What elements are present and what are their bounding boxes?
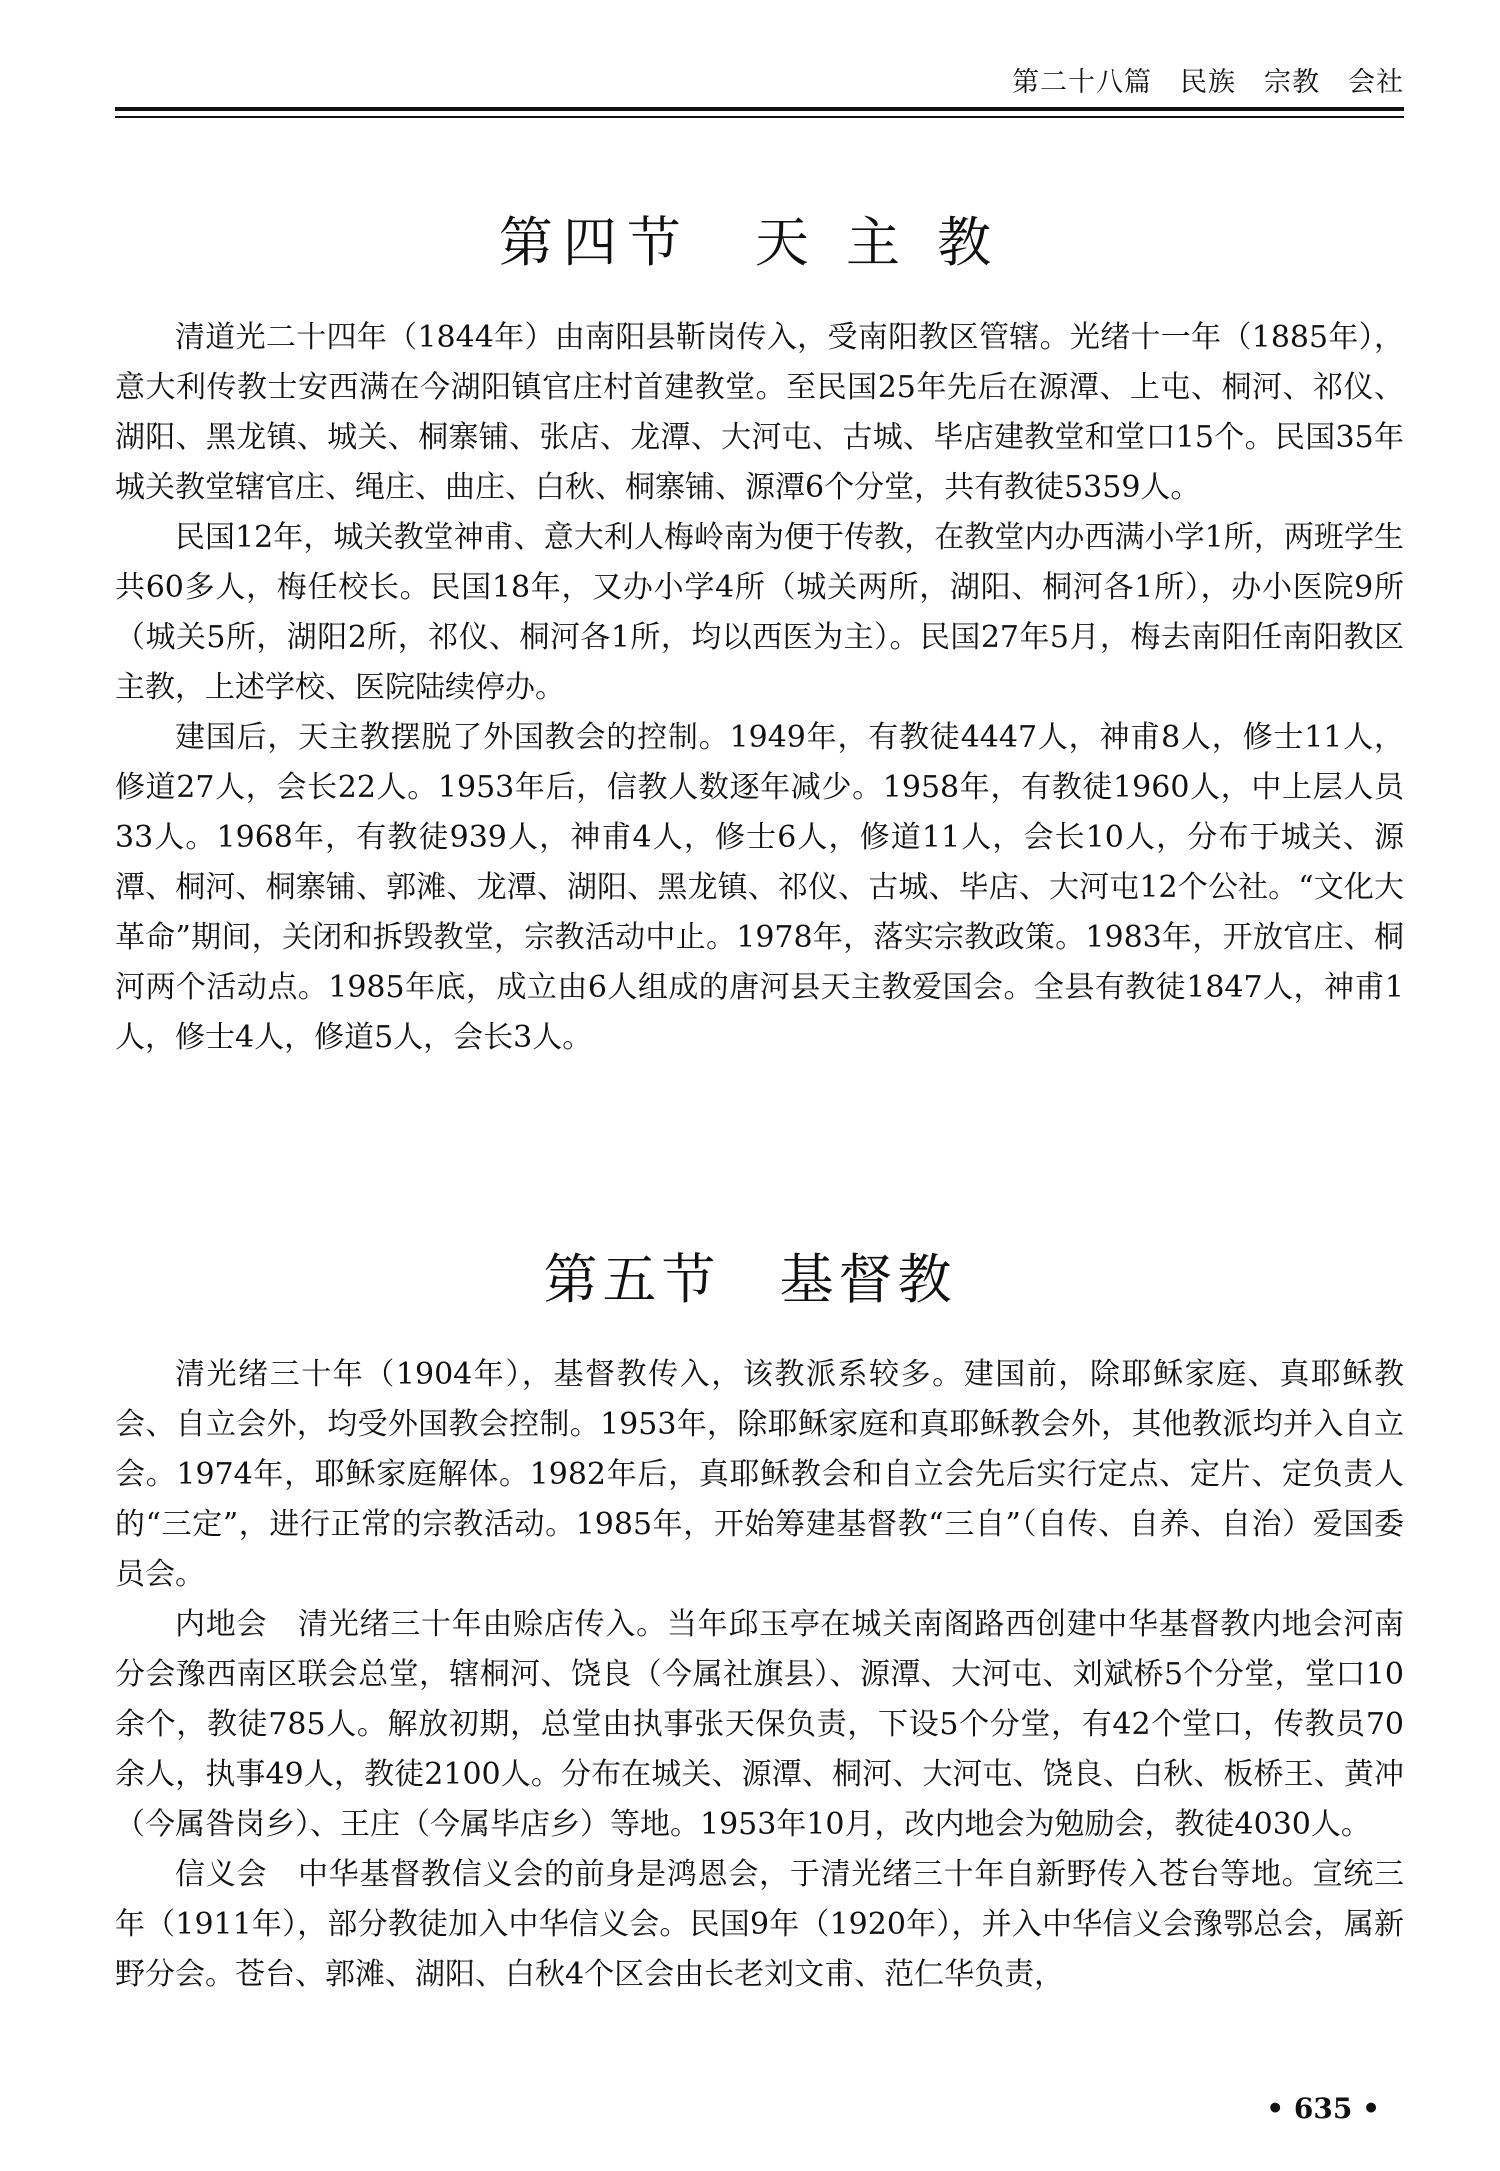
paragraph: 清光绪三十年（1904年），基督教传入，该教派系较多。建国前，除耶稣家庭、真耶稣教会、自立会外，均受外国教会控制。1953年，除耶稣家庭和真耶稣教会外，其他教派均并入自立会。1974年，耶稣家庭解体。1982年后，真耶稣教会和自立会先后实行定点、定片、定负责人的“三定”，进行正常的宗教活动。1985年，开始筹建基督教“三自”（自传、自养、自治）爱国委员会。 (115, 1357, 1404, 1592)
header-rule-thin (115, 116, 1404, 118)
paragraph: 内地会 清光绪三十年由赊店传入。当年邱玉亭在城关南阁路西创建中华基督教内地会河南分会豫西南区联会总堂，辖桐河、饶良（今属社旗县）、源潭、大河屯、刘斌桥5个分堂，堂口10余个，教徒785人。解放初期，总堂由执事张天保负责，下设5个分堂，有42个堂口，传教员70余人，执事49人，教徒2100人。分布在城关、源潭、桐河、大河屯、饶良、白秋、板桥王、黄冲（今属昝岗乡）、王庄（今属毕店乡）等地。1953年10月，改内地会为勉励会，教徒4030人。 (115, 1607, 1404, 1842)
paragraph: 民国12年，城关教堂神甫、意大利人梅岭南为便于传教，在教堂内办西满小学1所，两班学生共60多人，梅任校长。民国18年，又办小学4所（城关两所，湖阳、桐河各1所），办小医院9所（城关5所，湖阳2所，祁仪、桐河各1所，均以西医为主）。民国27年5月，梅去南阳任南阳教区主教，上述学校、医院陆续停办。 (115, 520, 1404, 705)
section-body-catholicism (115, 313, 1404, 1063)
paragraph: 建国后，天主教摆脱了外国教会的控制。1949年，有教徒4447人，神甫8人，修士11人，修道27人，会长22人。1953年后，信教人数逐年减少。1958年，有教徒1960人，中上层人员33人。1968年，有教徒939人，神甫4人，修士6人，修道11人，会长10人，分布于城关、源潭、桐河、桐寨铺、郭滩、龙潭、湖阳、黑龙镇、祁仪、古城、毕店、大河屯12个公社。“文化大革命”期间，关闭和拆毁教堂，宗教活动中止。1978年，落实宗教政策。1983年，开放官庄、桐河两个活动点。1985年底，成立由6人组成的唐河县天主教爱国会。全县有教徒1847人，神甫1人，修士4人，修道5人，会长3人。 (115, 720, 1404, 1055)
paragraph: 信义会 中华基督教信义会的前身是鸿恩会，于清光绪三十年自新野传入苍台等地。宣统三年（1911年），部分教徒加入中华信义会。民国9年（1920年），并入中华信义会豫鄂总会，属新野分会。苍台、郭滩、湖阳、白秋4个区会由长老刘文甫、范仁华负责， (115, 1857, 1404, 1992)
paragraph: 清道光二十四年（1844年）由南阳县靳岗传入，受南阳教区管辖。光绪十一年（1885年），意大利传教士安西满在今湖阳镇官庄村首建教堂。至民国25年先后在源潭、上屯、桐河、祁仪、湖阳、黑龙镇、城关、桐寨铺、张店、龙潭、大河屯、古城、毕店建教堂和堂口15个。民国35年城关教堂辖官庄、绳庄、曲庄、白秋、桐寨铺、源潭6个分堂，共有教徒5359人。 (115, 320, 1404, 505)
header-title: 第二十八篇 民族 宗教 会社 (1012, 67, 1404, 98)
page-number: • 635 • (1266, 2092, 1380, 2125)
section-heading-catholicism: 第四节 天 主 教 (498, 211, 1002, 274)
header-rule-thick (115, 107, 1404, 111)
section-body-christianity (115, 1350, 1404, 2000)
section-heading-christianity: 第五节 基督教 (543, 1248, 957, 1311)
